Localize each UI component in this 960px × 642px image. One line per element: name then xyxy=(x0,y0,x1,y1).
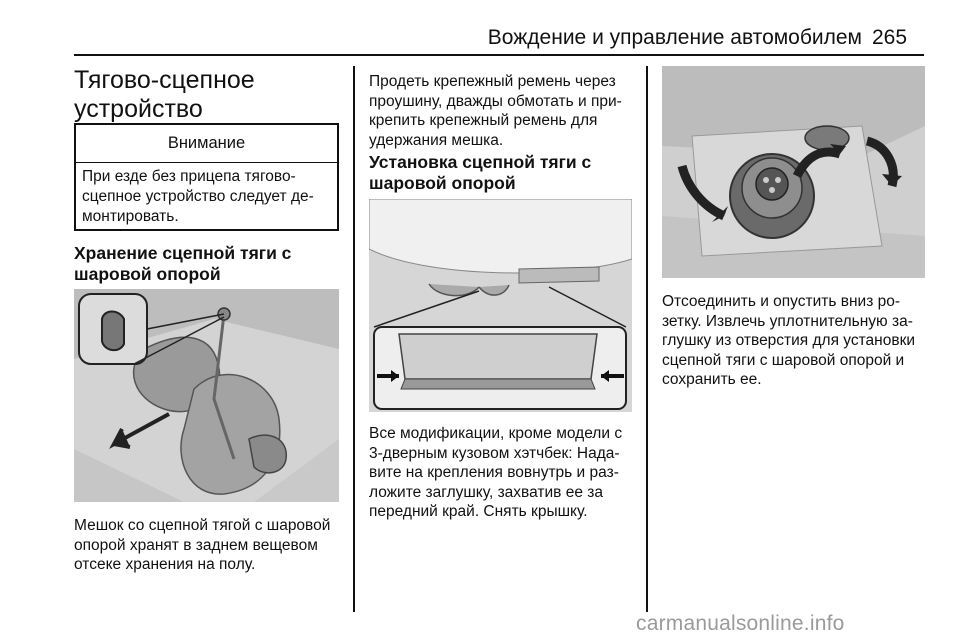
socket-illustration xyxy=(662,66,925,278)
storage-heading-line: Хранение сцепной тяги с xyxy=(74,243,292,263)
storage-heading xyxy=(74,243,344,285)
storage-caption xyxy=(74,516,349,575)
text-line: ложите заглушку, захватив ее за xyxy=(369,483,603,501)
text-line: сцепной тяги с шаровой опорой и xyxy=(662,351,905,369)
text-line: передний край. Снять крышку. xyxy=(369,503,588,520)
text-line: сохранить ее. xyxy=(662,371,762,388)
storage-heading-line: шаровой опорой xyxy=(74,264,221,284)
text-line: зетку. Извлечь уплотнительную за- xyxy=(662,312,913,330)
text-line: крепить крепежный ремень для xyxy=(369,112,598,129)
column-divider-1 xyxy=(353,66,355,612)
warning-line: монтировать. xyxy=(82,208,179,225)
warning-line: сцепное устройство следует де- xyxy=(82,188,314,205)
section-title-line: устройство xyxy=(74,95,203,123)
warning-text xyxy=(76,163,337,227)
header-rule xyxy=(74,54,924,56)
text-line: 3-дверным кузовом хэтчбек: Нада- xyxy=(369,444,620,462)
text-line: Продеть крепежный ремень через xyxy=(369,73,616,90)
text-line: Все модификации, кроме модели с xyxy=(369,425,623,442)
watermark: carmanualsonline.info xyxy=(636,612,845,635)
caption-line: отсеке хранения на полу. xyxy=(74,556,256,573)
page-number: 265 xyxy=(872,26,908,49)
bumper-cover-illustration xyxy=(369,199,632,412)
running-header: Вождение и управление автомобилем xyxy=(487,26,862,49)
install-heading xyxy=(369,152,641,194)
socket-instructions xyxy=(662,292,934,390)
warning-box xyxy=(74,123,339,231)
section-title xyxy=(74,66,344,124)
column-divider-2 xyxy=(646,66,648,612)
install-heading-line: шаровой опорой xyxy=(369,173,516,193)
strap-instructions xyxy=(369,72,641,150)
install-instructions xyxy=(369,424,644,522)
bag-drawing xyxy=(74,289,339,502)
install-heading-line: Установка сцепной тяги с xyxy=(369,152,592,172)
socket-drawing xyxy=(662,66,925,278)
storage-bag-illustration xyxy=(74,289,339,502)
text-line: проушину, дважды обмотать и при- xyxy=(369,92,622,110)
text-line: вите на крепления вовнутрь и раз- xyxy=(369,464,619,481)
caption-line: опорой хранят в заднем вещевом xyxy=(74,536,318,554)
text-line: удержания мешка. xyxy=(369,131,504,149)
section-title-line: Тягово-сцепное xyxy=(74,66,255,94)
caption-line: Мешок со сцепной тягой с шаровой xyxy=(74,517,331,534)
warning-line: При езде без прицепа тягово- xyxy=(82,168,296,185)
warning-heading: Внимание xyxy=(76,125,337,163)
text-line: Отсоединить и опустить вниз ро- xyxy=(662,293,901,310)
text-line: глушку из отверстия для установки xyxy=(662,332,916,349)
bumper-drawing xyxy=(369,199,632,412)
